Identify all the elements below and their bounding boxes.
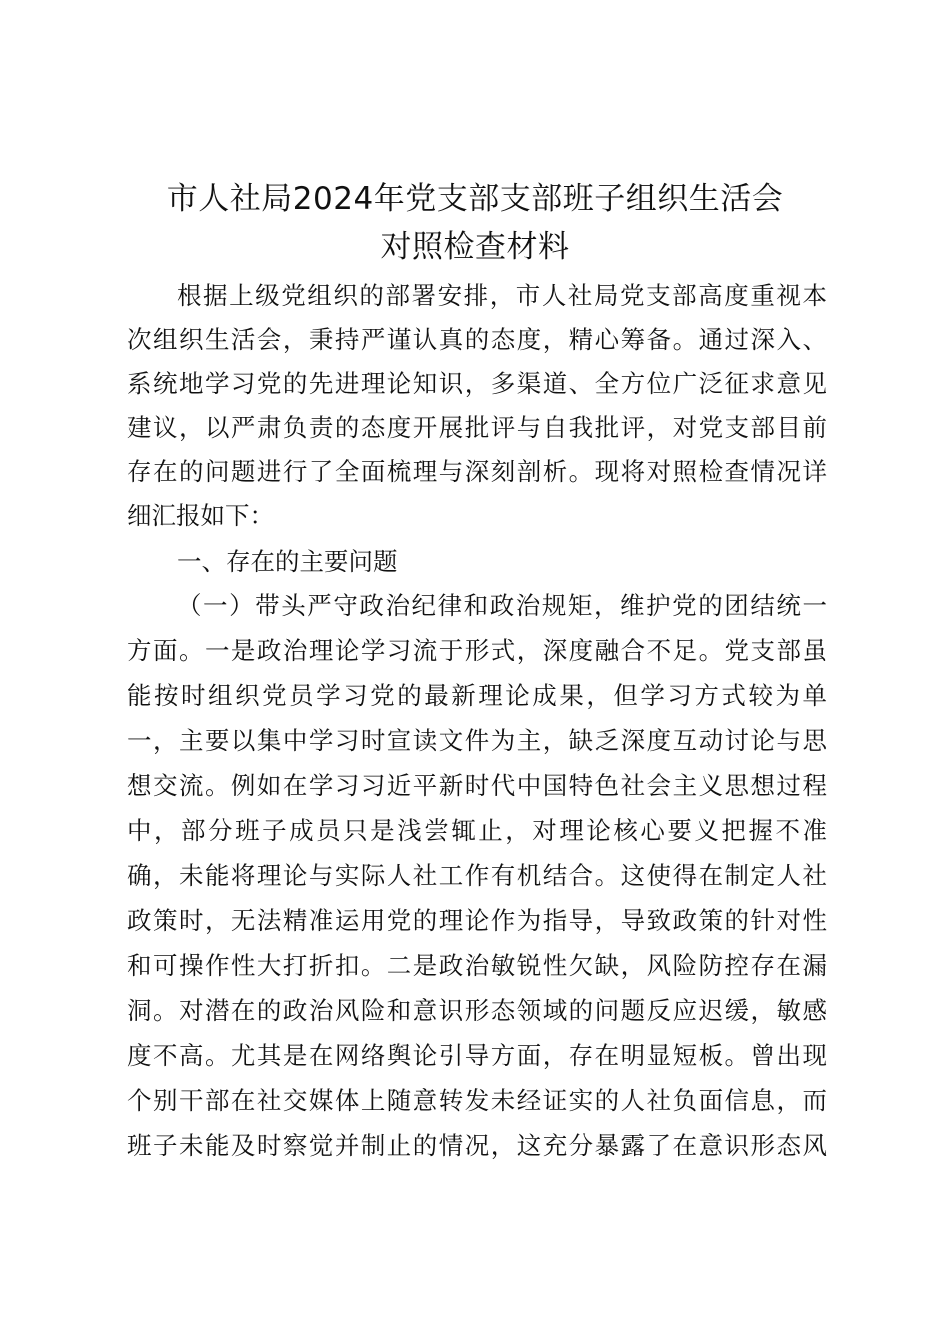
- paragraph-line: （一）带头严守政治纪律和政治规矩，维护党的团结统一: [177, 591, 827, 620]
- paragraph-line: 一，主要以集中学习时宣读文件为主，缺乏深度互动讨论与思: [127, 726, 827, 755]
- paragraph-line: 根据上级党组织的部署安排，市人社局党支部高度重视本: [177, 281, 827, 310]
- paragraph-line: 建议，以严肃负责的态度开展批评与自我批评，对党支部目前: [127, 413, 827, 442]
- paragraph-line: 能按时组织党员学习党的最新理论成果，但学习方式较为单: [127, 681, 827, 710]
- paragraph-line: 和可操作性大打折扣。二是政治敏锐性欠缺，风险防控存在漏: [127, 951, 827, 980]
- paragraph-line: 方面。一是政治理论学习流于形式，深度融合不足。党支部虽: [127, 636, 827, 665]
- paragraph-line: 存在的问题进行了全面梳理与深刻剖析。现将对照检查情况详: [127, 457, 827, 486]
- paragraph-line: 班子未能及时察觉并制止的情况，这充分暴露了在意识形态风: [127, 1131, 827, 1160]
- paragraph-line: 确，未能将理论与实际人社工作有机结合。这使得在制定人社: [127, 861, 827, 890]
- document-title-line-1: 市人社局2024年党支部支部班子组织生活会: [166, 181, 784, 217]
- paragraph-line: 中，部分班子成员只是浅尝辄止，对理论核心要义把握不准: [127, 816, 827, 845]
- paragraph-line: 想交流。例如在学习习近平新时代中国特色社会主义思想过程: [127, 771, 827, 800]
- paragraph-line: 洞。对潜在的政治风险和意识形态领域的问题反应迟缓，敏感: [127, 996, 827, 1025]
- paragraph-line: 次组织生活会，秉持严谨认真的态度，精心筹备。通过深入、: [127, 325, 827, 354]
- paragraph-line: 系统地学习党的先进理论知识，多渠道、全方位广泛征求意见: [127, 369, 827, 398]
- paragraph-line: 政策时，无法精准运用党的理论作为指导，导致政策的针对性: [127, 906, 827, 935]
- paragraph-line: 细汇报如下：: [127, 501, 274, 530]
- paragraph-line: 个别干部在社交媒体上随意转发未经证实的人社负面信息，而: [127, 1086, 827, 1115]
- section-heading: 一、存在的主要问题: [177, 547, 398, 576]
- document-title-line-2: 对照检查材料: [380, 229, 570, 265]
- paragraph-line: 度不高。尤其是在网络舆论引导方面，存在明显短板。曾出现: [127, 1041, 827, 1070]
